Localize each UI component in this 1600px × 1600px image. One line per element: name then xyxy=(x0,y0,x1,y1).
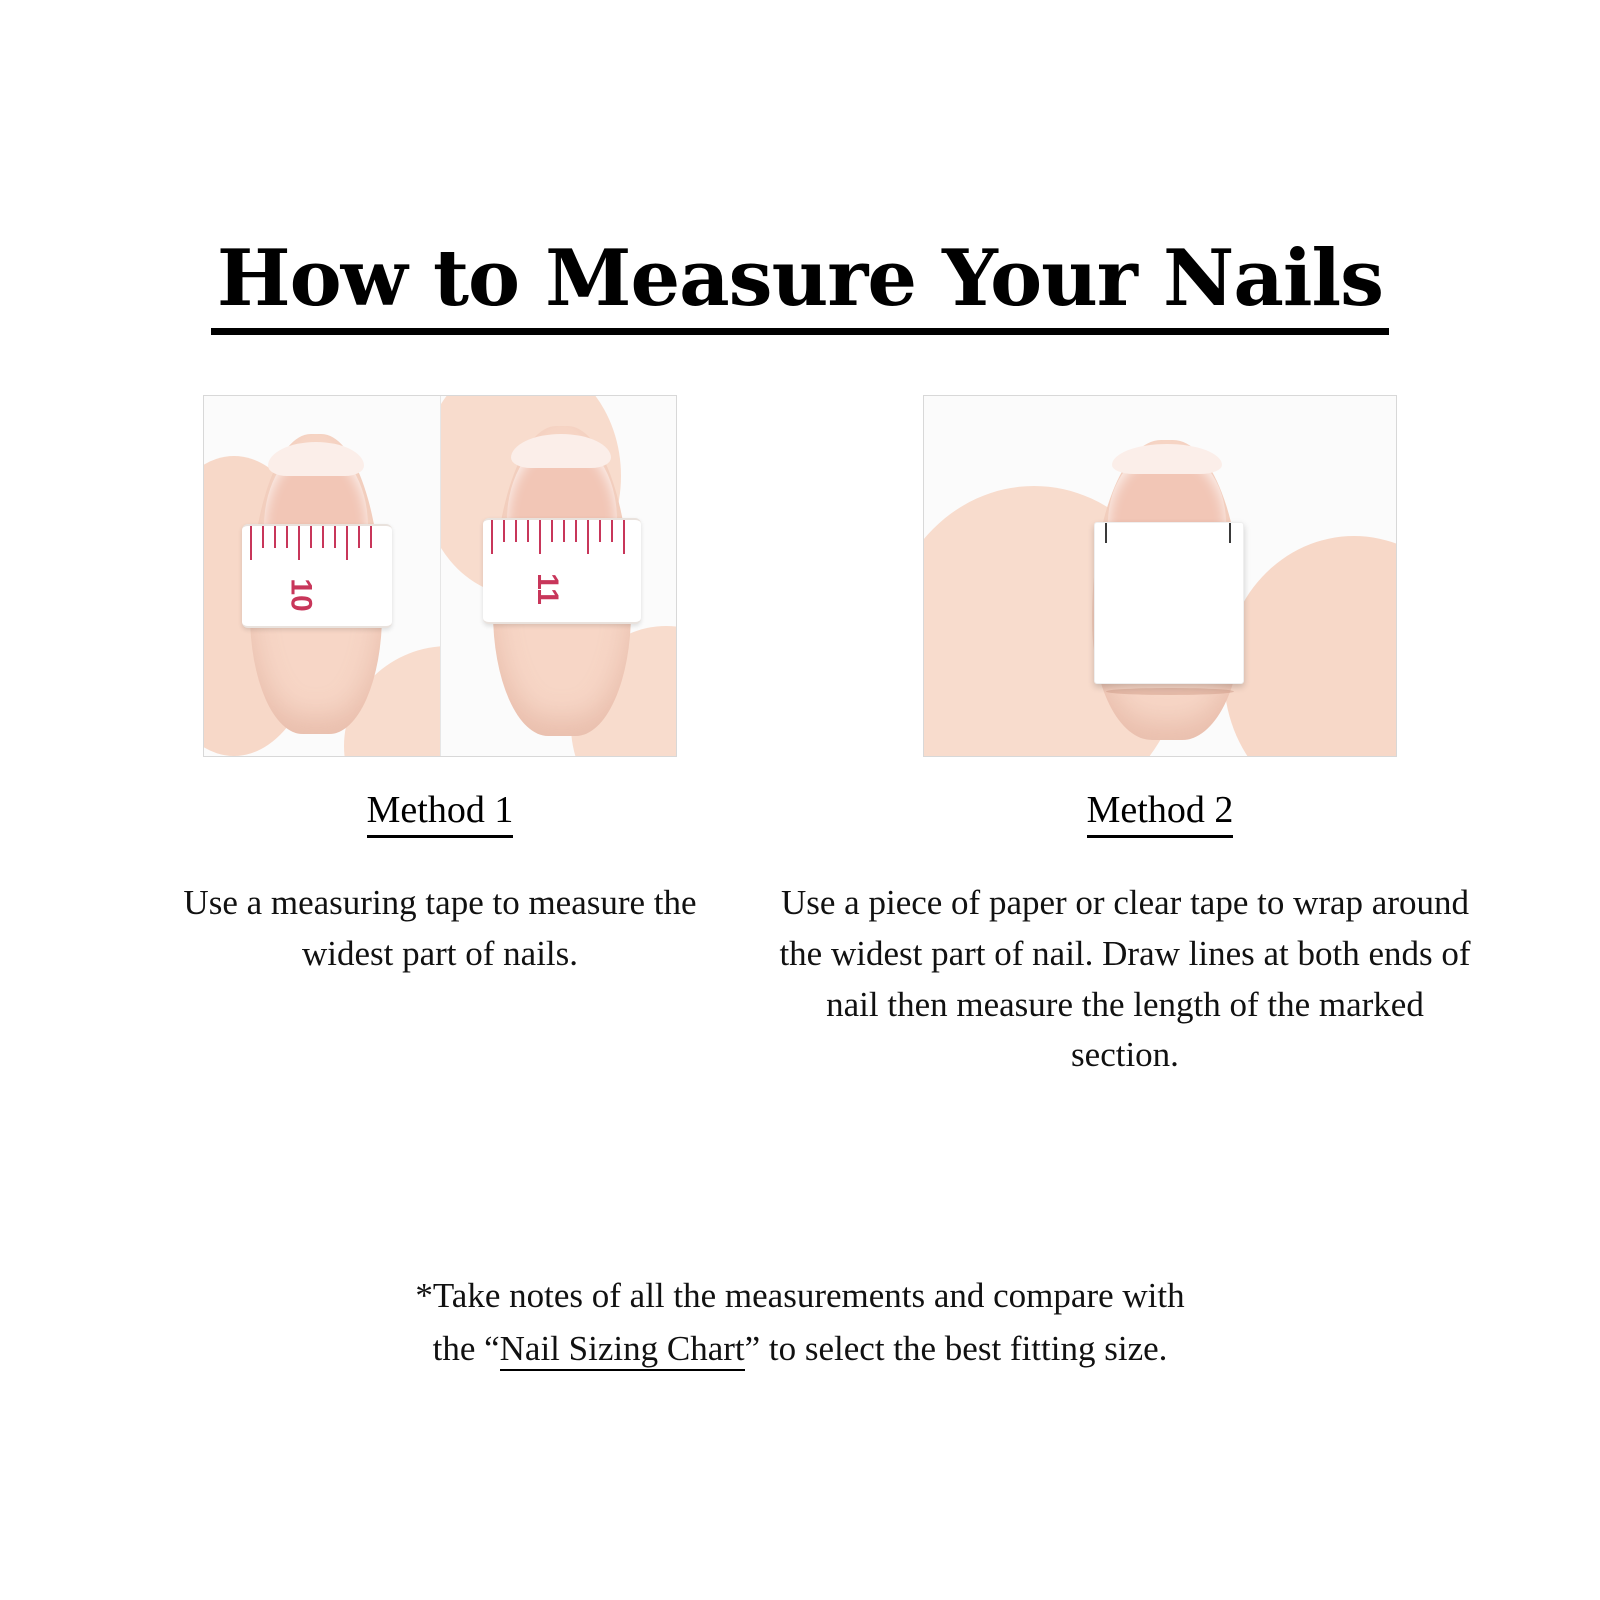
title-container xyxy=(0,0,1600,335)
nail-sizing-chart-term: Nail Sizing Chart xyxy=(500,1329,745,1371)
mark-line-right xyxy=(1229,523,1231,543)
footnote xyxy=(0,1270,1600,1375)
method-2-label: Method 2 xyxy=(1087,791,1234,838)
tape-number: 10 xyxy=(284,578,318,612)
footnote-line-1: *Take notes of all the measurements and compare with xyxy=(415,1276,1185,1315)
method-2-description: Use a piece of paper or clear tape to wrap around the widest part of nail. Draw lines at both ends of nail then measure the length of the marked section. xyxy=(779,883,1471,1075)
tape-number: 11 xyxy=(530,573,564,605)
footnote-line-2-prefix: the “ xyxy=(432,1328,500,1368)
page-title: How to Measure Your Nails xyxy=(211,240,1389,335)
method-1-description: Use a measuring tape to measure the widest part of nails. xyxy=(183,883,697,973)
footnote-line-2 xyxy=(0,1323,1600,1376)
paper-strip xyxy=(1094,522,1244,684)
method-1-image xyxy=(203,395,677,757)
method-2-image xyxy=(923,395,1397,757)
mark-line-left xyxy=(1105,523,1107,543)
measuring-tape xyxy=(483,518,641,624)
footnote-line-2-suffix: ” to select the best fitting size. xyxy=(744,1328,1168,1368)
measuring-tape xyxy=(242,524,392,628)
method-1-label: Method 1 xyxy=(367,791,514,838)
method-1-column xyxy=(160,395,720,980)
methods-columns xyxy=(0,395,1600,1081)
method-1-photo-right xyxy=(440,396,677,756)
method-2-column xyxy=(779,395,1471,1081)
method-1-photo-left xyxy=(204,396,440,756)
